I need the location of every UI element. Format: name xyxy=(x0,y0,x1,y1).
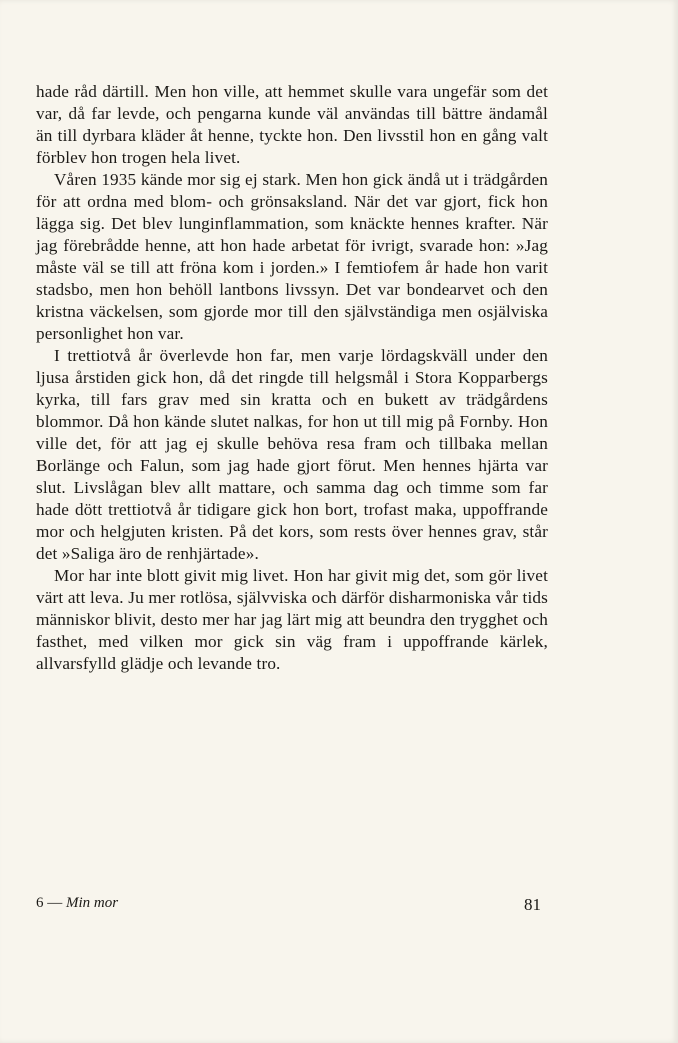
paragraph-2: Våren 1935 kände mor sig ej stark. Men hon gick ändå ut i trädgården för att ordna med blom- och grönsaksland. När det var gjort, fick hon lägga sig. Det blev lunginflammation, som knäckte hennes krafter. När jag förebrådde henne, att hon hade arbetat för ivrigt, svarade hon: »Jag måste väl se till att fröna kom i jorden.» I femtiofem år hade hon varit stadsbo, men hon behöll lantbons livssyn. Det var bondearvet och den kristna väckelsen, som gjorde mor till den självständiga men osjälviska personlighet hon var. xyxy=(36,170,548,343)
signature-dash: — xyxy=(43,895,66,911)
signature-number: 6 xyxy=(36,895,44,911)
paragraph-3: I trettiotvå år överlevde hon far, men varje lördagskväll under den ljusa årstiden gick hon, då det ringde till helgsmål i Stora Kopparbergs kyrka, till fars grav med sin kratta och en bukett av trädgårdens blommor. Då hon kände slutet nalkas, for hon ut till mig på Fornby. Hon ville det, för att jag ej skulle behöva resa fram och tillbaka mellan Borlänge och Falun, som jag hade gjort förut. Men hennes hjärta var slut. Livslågan blev allt mattare, och samma dag och timme som far hade dött trettiotvå år tidigare gick hon bort, trofast maka, uppoffrande mor och helgjuten kristen. På det kors, som rests över hennes grav, står det »Saliga äro de renhjärtade». xyxy=(36,346,548,563)
page-number: 81 xyxy=(524,895,541,914)
paragraph-4: Mor har inte blott givit mig livet. Hon har givit mig det, som gör livet värt att leva. Ju mer rotlösa, självviska och därför disharmoniska vår tids människor blivit, desto mer har jag lärt mig att beundra den trygghet och fasthet, med vilken mor gick sin väg fram i uppoffrande kärlek, allvarsfylld glädje och levande tro. xyxy=(36,566,548,673)
body-text xyxy=(36,81,548,675)
signature-mark xyxy=(36,895,118,912)
signature-title: Min mor xyxy=(66,895,119,911)
paragraph-1: hade råd därtill. Men hon ville, att hemmet skulle vara ungefär som det var, då far levde, och pengarna kunde väl användas till bättre ändamål än till dyrbara kläder åt henne, tyckte hon. Den livsstil hon en gång valt förblev hon trogen hela livet. xyxy=(36,82,548,167)
